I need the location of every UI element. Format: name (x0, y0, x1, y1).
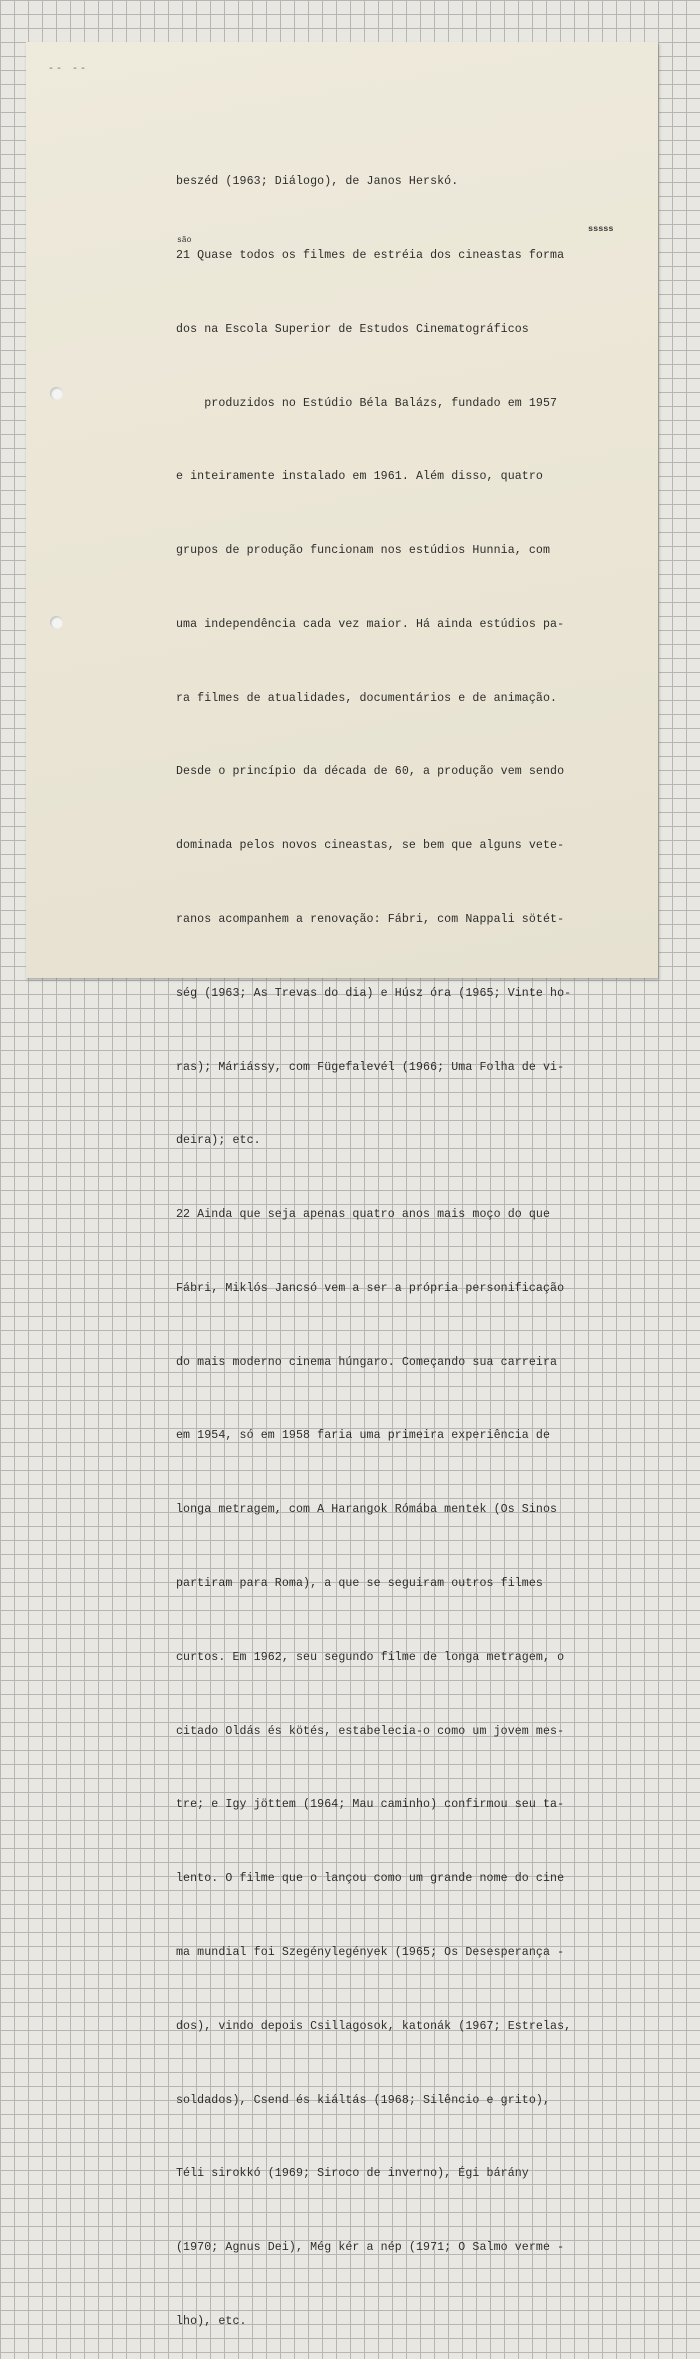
text-line: ranos acompanhem a renovação: Fábri, com Nappali sötét- (176, 913, 565, 926)
text-line: curtos. Em 1962, seu segundo filme de longa metragem, o (176, 1650, 565, 1664)
text-line: longa metragem, com A Harangok Rómába mentek (Os Sinos (176, 1503, 558, 1517)
text-line: Fábri, Miklós Jancsó vem a ser a própria personificação (176, 1281, 565, 1295)
text-line: 22 Ainda que seja apenas quatro anos mais moço do que (176, 1208, 551, 1222)
text-line: do mais moderno cinema húngaro. Começando sua carreira (176, 1355, 558, 1369)
text-line: e inteiramente instalado em 1961. Além disso, quatro (176, 470, 543, 484)
text-line: deira); etc. (176, 1134, 261, 1148)
text-line: (1970; Agnus Dei), Még kér a nép (1971; O Salmo verme - (176, 2241, 565, 2255)
struck-word: sssss (588, 224, 614, 234)
text-line: citado Oldás és kötés, estabelecia-o como um jovem mes- (176, 1724, 565, 1738)
text-line: lento. O filme que o lançou como um grande nome do cine (176, 1872, 565, 1886)
text-line: dos na Escola Superior de Estudos Cinematográficos (176, 322, 529, 336)
punch-hole-icon (50, 616, 63, 629)
text-line: dominada pelos novos cineastas, se bem que alguns vete- (176, 839, 565, 853)
text-line: uma independência cada vez maior. Há ainda estúdios pa- (176, 617, 565, 631)
corner-mark: -- -- (48, 64, 89, 75)
interlinear-correction: são (177, 236, 192, 245)
text-line: 21 Quase todos os filmes de estréia dos cineastas forma (176, 248, 565, 262)
text-line: em 1954, só em 1958 faria uma primeira experiência de (176, 1429, 551, 1443)
text-line: ras); Máriássy, com Fügefalevél (1966; Uma Folha de vi- (176, 1060, 565, 1074)
text-line: grupos de produção funcionam nos estúdios Hunnia, com (176, 544, 551, 558)
text-line: beszéd (1963; Diálogo), de Janos Herskó. (176, 175, 459, 189)
text-line: ra filmes de atualidades, documentários e de animação. (176, 691, 558, 705)
text-line: lho), etc. (176, 2314, 247, 2328)
punch-hole-icon (50, 387, 63, 400)
text-line: ma mundial foi Szegénylegények (1965; Os Desesperança - (176, 1945, 565, 1959)
text-line: produzidos no Estúdio Béla Balázs, fundado em 1957 (176, 396, 558, 410)
text-line: Desde o princípio da década de 60, a produção vem sendo (176, 765, 565, 779)
text-line: dos), vindo depois Csillagosok, katonák (1967; Estrelas, (176, 2019, 572, 2033)
text-line: ség (1963; As Trevas do dia) e Húsz óra (1965; Vinte ho- (176, 986, 572, 1000)
text-line: tre; e Igy jöttem (1964; Mau caminho) confirmou seu ta- (176, 1798, 565, 1812)
text-line: soldados), Csend és kiáltás (1968; Silêncio e grito), (176, 2093, 551, 2107)
typed-text (176, 121, 626, 2359)
text-line: Téli sirokkó (1969; Siroco de inverno), Égi bárány (176, 2167, 529, 2181)
text-line: partiram para Roma), a que se seguiram outros filmes (176, 1577, 543, 1591)
